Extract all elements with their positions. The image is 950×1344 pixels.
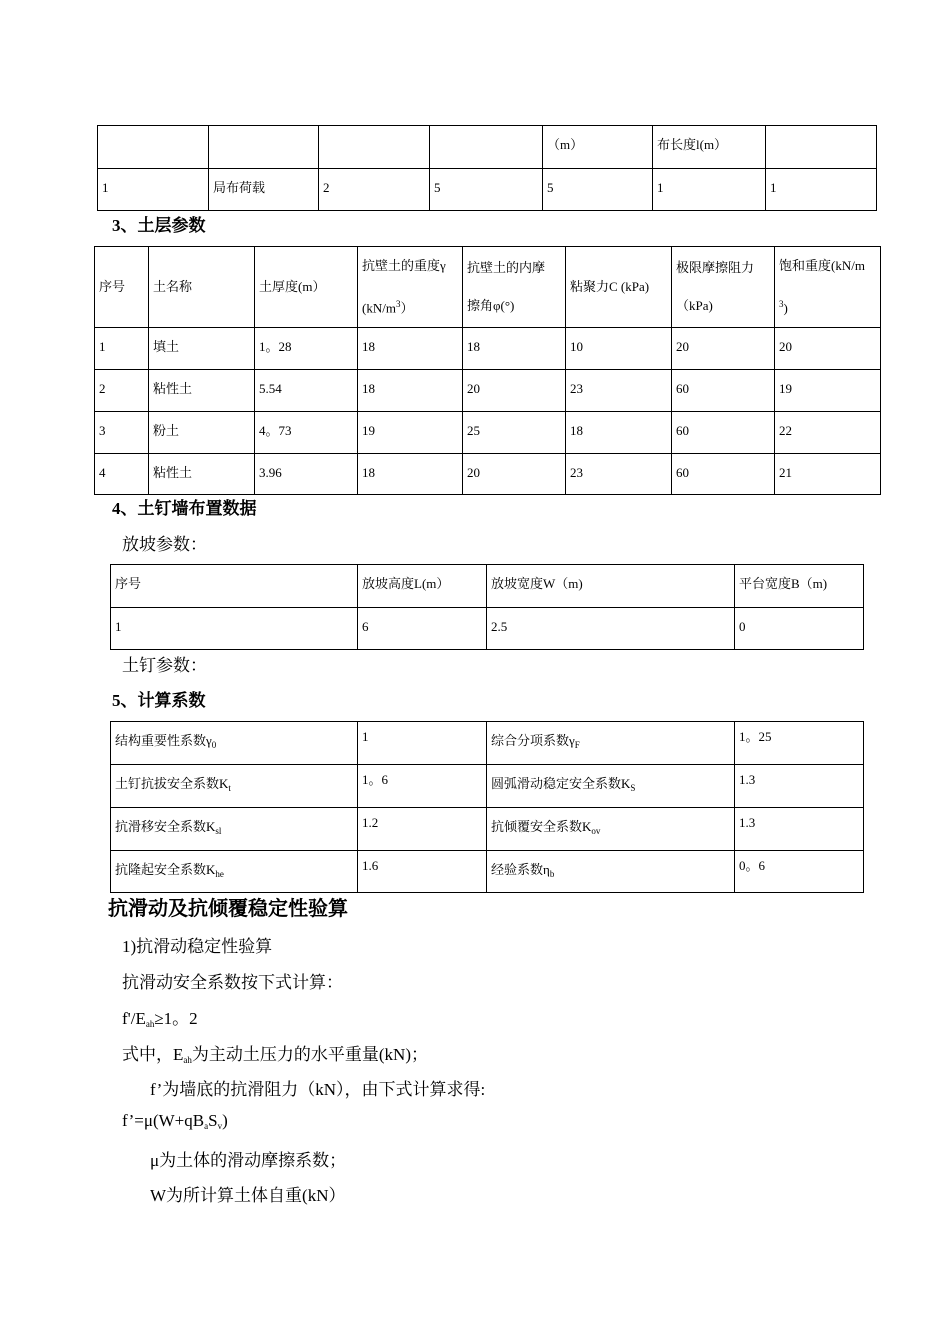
cell: 23	[566, 370, 672, 412]
cell: 1	[111, 608, 358, 650]
cell: 21	[775, 454, 881, 495]
cell: 1	[653, 169, 766, 211]
cell: 1	[358, 722, 487, 765]
paragraph-2: 抗滑动安全系数按下式计算：	[122, 973, 343, 992]
header-cell	[672, 247, 775, 328]
cell	[111, 851, 358, 893]
cell: 18	[566, 412, 672, 454]
paragraph-5: μ为土体的滑动摩擦系数；	[150, 1151, 347, 1170]
header-line: 抗壁土的重度γ	[362, 258, 446, 273]
section-heading-coefficients: 5、计算系数	[112, 691, 206, 710]
paragraph-1: 1)抗滑动稳定性验算	[122, 937, 273, 956]
cell: 19	[358, 412, 463, 454]
cell: 18	[358, 454, 463, 495]
cell: 粉土	[149, 412, 255, 454]
load-table	[97, 125, 877, 211]
cell: 10	[566, 328, 672, 370]
cell: 4	[95, 454, 149, 495]
header-cell	[463, 247, 566, 328]
formula-2	[122, 1111, 228, 1131]
cell: 1	[766, 169, 877, 211]
header-line: 抗壁土的内摩	[467, 260, 546, 276]
header-text: )	[783, 300, 788, 316]
formula-text: ≥1。2	[154, 1009, 198, 1028]
header-text: (kN/m	[362, 300, 396, 316]
cell: 0。6	[735, 851, 864, 893]
cell	[111, 722, 358, 765]
subscript: he	[215, 869, 224, 879]
paragraph-3	[122, 1040, 428, 1065]
superscript: 3	[779, 299, 784, 309]
coefficient-table	[110, 721, 864, 893]
subscript: b	[549, 869, 555, 879]
header-text: ）	[400, 300, 414, 316]
header-cell: 平台宽度B（m)	[735, 565, 864, 608]
subscript: ov	[591, 826, 601, 836]
subscript: a	[204, 1121, 209, 1131]
paragraph-6: W为所计算土体自重(kN）	[150, 1186, 346, 1205]
cell: 1.2	[358, 808, 487, 851]
formula-text: S	[208, 1111, 218, 1130]
formula-1	[122, 1004, 198, 1029]
header-cell: 土厚度(m）	[255, 247, 358, 328]
subscript: F	[574, 740, 580, 750]
cell: 1	[98, 169, 209, 211]
cell	[430, 126, 543, 169]
cell: 19	[775, 370, 881, 412]
subscript: v	[217, 1121, 223, 1131]
cell: 1.3	[735, 765, 864, 808]
header-line: 饱和重度(kN/m	[779, 258, 865, 273]
text: 式中，E	[122, 1045, 184, 1064]
cell: 3.96	[255, 454, 358, 495]
coef-name: 土钉抗拔安全系数K	[115, 776, 229, 791]
cell: 60	[672, 370, 775, 412]
cell: 20	[463, 454, 566, 495]
cell: 1。28	[255, 328, 358, 370]
cell	[209, 126, 319, 169]
section-heading-soil: 3、土层参数	[112, 216, 206, 235]
cell: 布长度l(m）	[653, 126, 766, 169]
header-line: 极限摩擦阻力	[676, 260, 755, 276]
cell: 23	[566, 454, 672, 495]
cell: 5	[543, 169, 653, 211]
subscript: ah	[145, 1019, 155, 1029]
paragraph-4: f’为墙底的抗滑阻力（kN），由下式计算求得:	[150, 1080, 486, 1099]
cell: 1。25	[735, 722, 864, 765]
cell: 20	[463, 370, 566, 412]
header-line	[362, 285, 458, 327]
cell: 2	[95, 370, 149, 412]
header-cell	[358, 247, 463, 328]
slope-params-label: 放坡参数：	[122, 535, 207, 554]
subscript: S	[630, 783, 636, 793]
cell: 18	[358, 328, 463, 370]
header-cell: 放坡宽度W（m)	[487, 565, 735, 608]
header-cell: 序号	[111, 565, 358, 608]
cell	[319, 126, 430, 169]
section-heading-nail-wall: 4、土钉墙布置数据	[112, 499, 257, 518]
subscript: sl	[215, 826, 222, 836]
cell: （m）	[543, 126, 653, 169]
cell: 60	[672, 412, 775, 454]
header-cell: 土名称	[149, 247, 255, 328]
slope-table	[110, 564, 864, 650]
cell: 粘性土	[149, 370, 255, 412]
cell: 60	[672, 454, 775, 495]
cell: 3	[95, 412, 149, 454]
cell: 4。73	[255, 412, 358, 454]
coef-name: 抗倾覆安全系数K	[491, 819, 592, 834]
cell	[111, 808, 358, 851]
cell	[98, 126, 209, 169]
header-cell: 序号	[95, 247, 149, 328]
cell	[487, 765, 735, 808]
stability-check-title: 抗滑动及抗倾覆稳定性验算	[108, 898, 348, 920]
cell	[766, 126, 877, 169]
header-cell: 粘聚力C (kPa)	[566, 247, 672, 328]
cell: 2.5	[487, 608, 735, 650]
cell	[487, 808, 735, 851]
formula-text: f'/E	[122, 1009, 146, 1028]
header-line	[779, 285, 876, 327]
formula-text: f’=μ(W+qB	[122, 1111, 205, 1130]
cell: 25	[463, 412, 566, 454]
cell: 粘性土	[149, 454, 255, 495]
cell: 2	[319, 169, 430, 211]
cell: 18	[463, 328, 566, 370]
cell: 1.3	[735, 808, 864, 851]
cell: 18	[358, 370, 463, 412]
cell: 5.54	[255, 370, 358, 412]
coef-name: 综合分项系数γ	[491, 733, 575, 748]
cell: 0	[735, 608, 864, 650]
cell	[487, 851, 735, 893]
cell: 填土	[149, 328, 255, 370]
superscript: 3	[395, 299, 401, 309]
header-line: 擦角φ(°)	[467, 298, 515, 314]
subscript: ah	[183, 1055, 192, 1065]
nail-params-label: 土钉参数：	[122, 656, 207, 675]
coef-name: 抗隆起安全系数K	[115, 862, 216, 877]
cell: 6	[358, 608, 487, 650]
coef-name: 圆弧滑动稳定安全系数K	[491, 776, 631, 791]
coef-name: 结构重要性系数γ	[115, 733, 212, 748]
text: 为主动土压力的水平重量(kN)；	[191, 1045, 428, 1064]
header-cell: 放坡高度L(m）	[358, 565, 487, 608]
cell	[111, 765, 358, 808]
cell: 1.6	[358, 851, 487, 893]
cell: 1。6	[358, 765, 487, 808]
header-line: （kPa)	[676, 298, 713, 314]
cell: 5	[430, 169, 543, 211]
coef-name: 抗滑移安全系数K	[115, 819, 216, 834]
subscript: 0	[211, 740, 217, 750]
formula-text: )	[222, 1111, 228, 1130]
header-cell	[775, 247, 881, 328]
cell: 局布荷载	[209, 169, 319, 211]
cell: 1	[95, 328, 149, 370]
cell: 20	[672, 328, 775, 370]
cell	[487, 722, 735, 765]
cell: 20	[775, 328, 881, 370]
coef-name: 经验系数η	[491, 862, 550, 877]
soil-layer-table	[94, 246, 881, 495]
subscript: t	[228, 783, 231, 793]
cell: 22	[775, 412, 881, 454]
